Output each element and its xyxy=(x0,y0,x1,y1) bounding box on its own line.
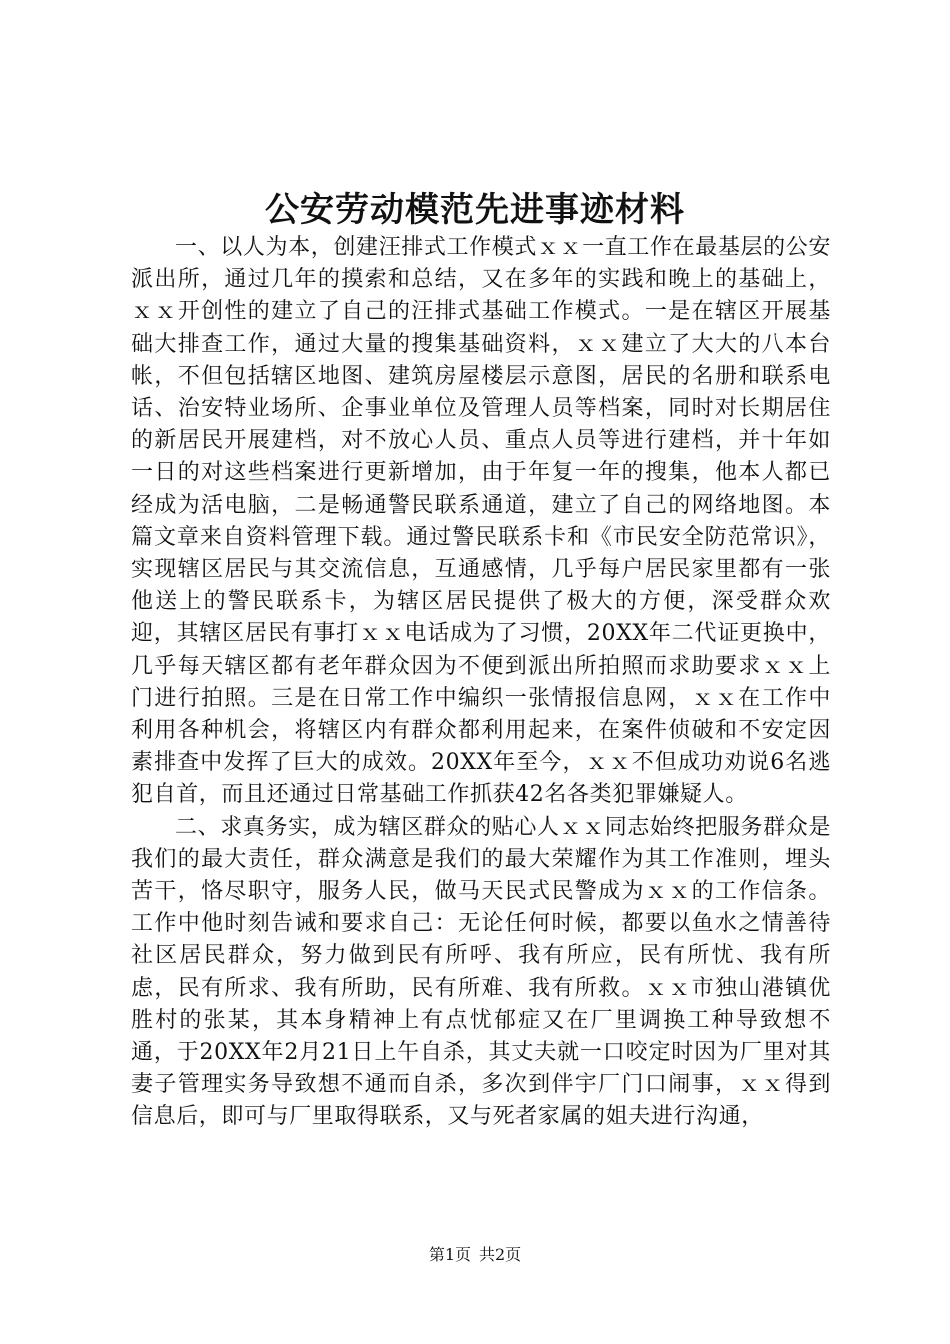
document-body xyxy=(131,232,831,1134)
paragraph: 一、以人为本，创建汪排式工作模式ｘｘ一直工作在最基层的公安派出所，通过几年的摸索和总结，又在多年的实践和晚上的基础上，ｘｘ开创性的建立了自己的汪排式基础工作模式。一是在辖区开展基础大排查工作，通过大量的搜集基础资料，ｘｘ建立了大大的八本台帐，不但包括辖区地图、建筑房屋楼层示意图，居民的名册和联系电话、治安特业场所、企事业单位及管理人员等档案，同时对长期居住的新居民开展建档，对不放心人员、重点人员等进行建档，并十年如一日的对这些档案进行更新增加，由于年复一年的搜集，他本人都已经成为活电脑，二是畅通警民联系通道，建立了自己的网络地图。本篇文章来自资料管理下载。通过警民联系卡和《市民安全防范常识》，实现辖区居民与其交流信息，互通感情，几乎每户居民家里都有一张他送上的警民联系卡，为辖区居民提供了极大的方便，深受群众欢迎，其辖区居民有事打ｘｘ电话成为了习惯，20XX年二代证更换中，几乎每天辖区都有老年群众因为不便到派出所拍照而求助要求ｘｘ上门进行拍照。三是在日常工作中编织一张情报信息网，ｘｘ在工作中利用各种机会，将辖区内有群众都利用起来，在案件侦破和不安定因素排查中发挥了巨大的成效。20XX年至今，ｘｘ不但成功劝说6名逃犯自首，而且还通过日常基础工作抓获42名各类犯罪嫌疑人。 xyxy=(131,235,831,808)
page-total: 共2页 xyxy=(479,1245,522,1264)
paragraph: 二、求真务实，成为辖区群众的贴心人ｘｘ同志始终把服务群众是我们的最大责任，群众满意是我们的最大荣耀作为其工作准则，埋头苦干，恪尽职守，服务人民，做马天民式民警成为ｘｘ的工作信条。工作中他时刻告诫和要求自己：无论任何时候，都要以鱼水之情善待社区居民群众，努力做到民有所呼、我有所应，民有所忧、我有所虑，民有所求、我有所助，民有所难、我有所救。ｘｘ市独山港镇优胜村的张某，其本身精神上有点忧郁症又在厂里调换工种导致想不通，于20XX年2月21日上午自杀，其丈夫就一口咬定时因为厂里对其妻子管理实务导致想不通而自杀，多次到伴宇厂门口闹事，ｘｘ得到信息后，即可与厂里取得联系，又与死者家属的姐夫进行沟通， xyxy=(131,814,831,1130)
page-number: 第1页 xyxy=(428,1245,471,1264)
page-footer xyxy=(0,1243,950,1267)
document-title: 公安劳动模范先进事迹材料 xyxy=(265,190,685,230)
